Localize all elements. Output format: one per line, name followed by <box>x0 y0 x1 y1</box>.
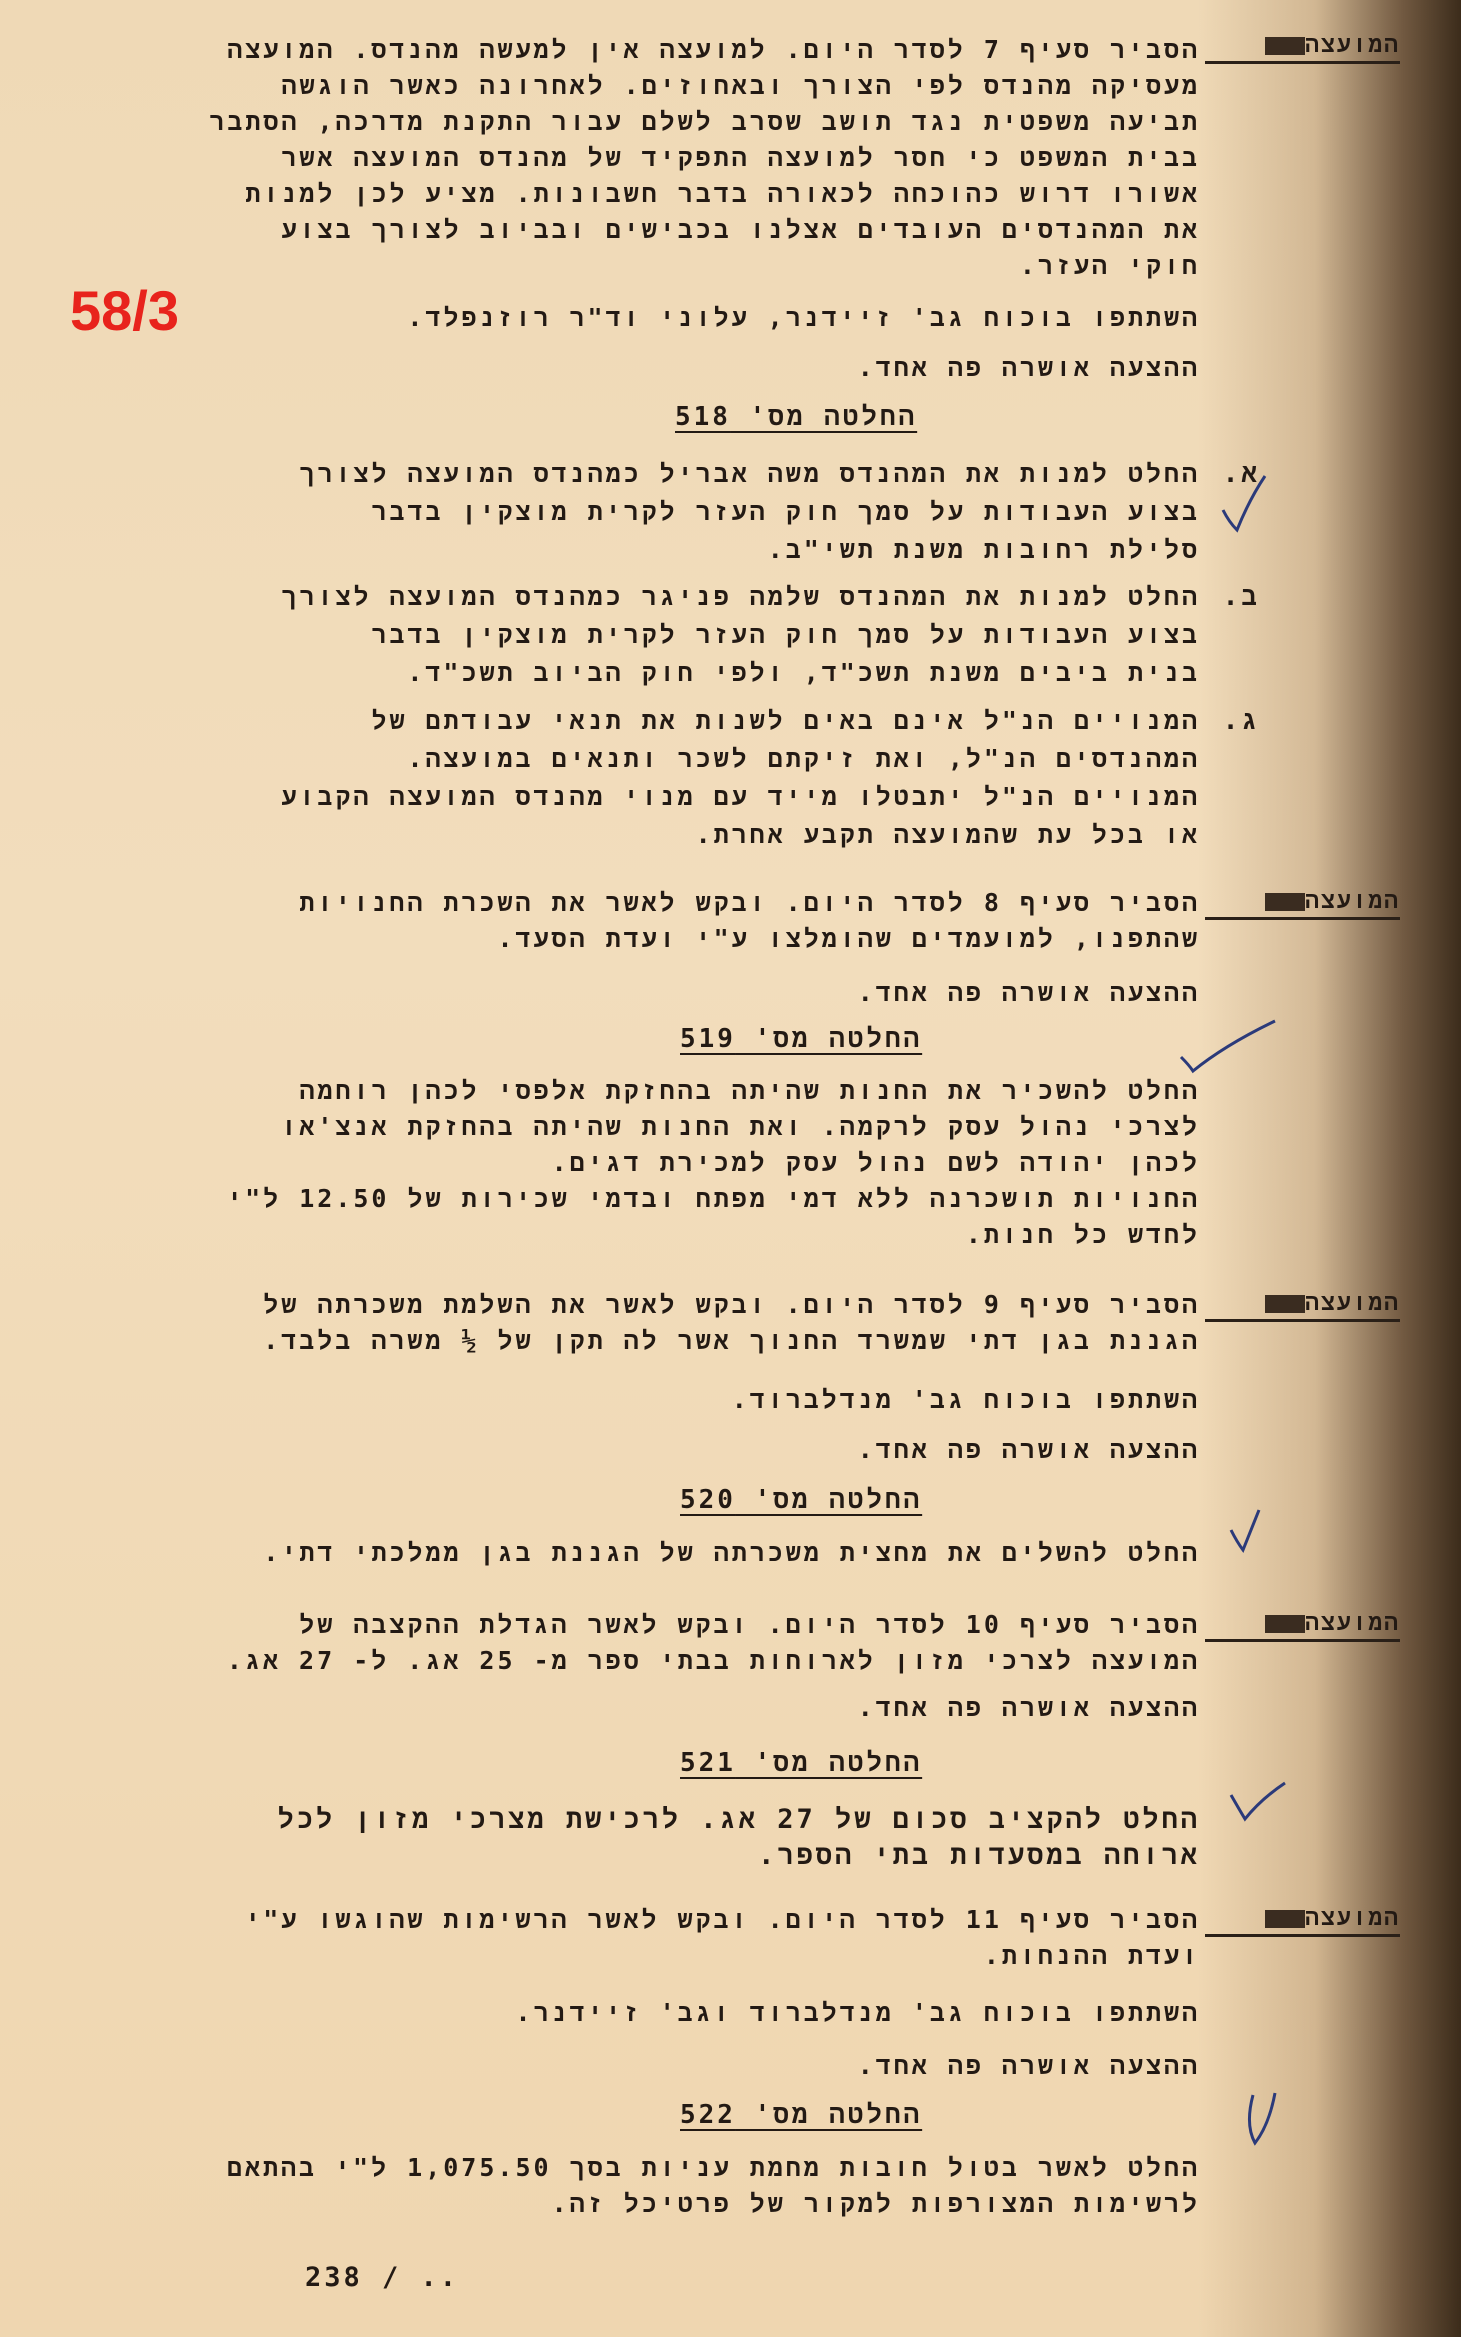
resolution-line: לכהן יהודה לשם נהול עסק למכירת דגים. <box>551 1148 1200 1177</box>
ink-smudge <box>1265 1295 1305 1313</box>
resolution-line: ארוחה במסעדות בתי הספר. <box>758 1840 1200 1871</box>
item-line: בצוע העבודות על סמך חוק העזר לקרית מוצקין בדבר <box>371 497 1200 526</box>
resolution522-body <box>120 2150 1200 2222</box>
resolution-line: לרשימות המצורפות למקור של פרטיכל זה. <box>551 2189 1200 2218</box>
section10-line: הסביר סעיף 10 לסדר היום. ובקש לאשר הגדלת ההקצבה של <box>299 1610 1200 1639</box>
section8-approved <box>120 975 1200 1011</box>
section9-participants <box>120 1382 1200 1418</box>
ink-smudge <box>1265 1615 1305 1633</box>
resolution-line: החנויות תושכרנה ללא דמי מפתח ובדמי שכירות של 12.50 ל"י <box>227 1184 1200 1213</box>
item-line: או בכל עת שהמועצה תקבע אחרת. <box>695 820 1200 849</box>
approved-text: ההצעה אושרה פה אחד. <box>857 978 1200 1007</box>
resolution-521-heading: החלטה מס' 521 <box>680 1748 923 1778</box>
margin-label-section10 <box>1205 1610 1400 1642</box>
section11-approved <box>120 2048 1200 2084</box>
resolution-line: החלט להשלים את מחצית משכרתה של הגננת בגן ממלכתי דתי. <box>263 1538 1200 1567</box>
resolution518-item-a <box>120 455 1260 569</box>
section9-line: הסביר סעיף 9 לסדר היום. ובקש לאשר את השלמת משכרתה של <box>263 1290 1200 1319</box>
ink-smudge <box>1265 37 1305 55</box>
participants-text: השתתפו בוכוח גב' מנדלברוד וגב' זיידנר. <box>515 1998 1200 2027</box>
approved-text: ההצעה אושרה פה אחד. <box>857 1435 1200 1464</box>
ink-smudge <box>1265 1910 1305 1928</box>
page-stamp: 58/3 <box>70 279 179 342</box>
item-line: המנויים הנ"ל אינם באים לשנות את תנאי עבודתם של <box>371 706 1200 735</box>
item-letter: ג. <box>1222 706 1260 736</box>
section7-line: חוקי העזר. <box>1019 251 1200 280</box>
resolution-519-heading: החלטה מס' 519 <box>680 1024 923 1054</box>
margin-label-text: המועצה <box>1305 1610 1400 1636</box>
margin-label-text: המועצה <box>1305 32 1400 58</box>
resolution521-body <box>120 1802 1200 1874</box>
resolution-520-heading: החלטה מס' 520 <box>680 1485 923 1515</box>
approved-text: ההצעה אושרה פה אחד. <box>857 2051 1200 2080</box>
resolution-line: החלט להקציב סכום של 27 אג. לרכישת מצרכי מזון לכל <box>277 1804 1200 1835</box>
resolution-518-heading: החלטה מס' 518 <box>675 402 918 432</box>
item-letter: א. <box>1222 459 1260 489</box>
resolution-line: לצרכי נהול עסק לרקמה. ואת החנות שהיתה בהחזקת אנצ'או <box>281 1112 1200 1141</box>
resolution518-item-b <box>120 578 1260 692</box>
margin-label-section9 <box>1205 1290 1400 1322</box>
section10-approved <box>120 1690 1200 1726</box>
approved-text: ההצעה אושרה פה אחד. <box>857 1693 1200 1722</box>
participants-text: השתתפו בוכוח גב' זיידנר, עלוני וד"ר רוזנפלד. <box>407 303 1200 332</box>
section7-line: מעסיקה מהנדס לפי הצורך ובאחוזים. לאחרונה כאשר הוגשה <box>281 71 1200 100</box>
item-line: החלט למנות את המהנדס משה אבריל כמהנדס המועצה לצורך <box>299 459 1200 488</box>
section7-line: אשורו דרוש כהוכחה לכאורה בדבר חשבונות. מציע לכן למנות <box>245 179 1200 208</box>
check-mark-icon <box>1175 1015 1285 1075</box>
resolution-line: החלט להשכיר את החנות שהיתה בהחזקת אלפסי לכהן רוחמה <box>299 1076 1200 1105</box>
resolution-line: לחדש כל חנות. <box>965 1220 1200 1249</box>
section7-line: את המהנדסים העובדים אצלנו בכבישים ובביוב לצורך בצוע <box>281 215 1200 244</box>
resolution-line: החלט לאשר בטול חובות מחמת עניות בסך 1,075.50 ל"י בהתאם <box>226 2153 1200 2182</box>
section7-approved <box>120 350 1200 386</box>
resolution-522-heading: החלטה מס' 522 <box>680 2100 923 2130</box>
section9-approved <box>120 1432 1200 1468</box>
item-letter: ב. <box>1222 582 1260 612</box>
item-line: בצוע העבודות על סמך חוק העזר לקרית מוצקין בדבר <box>371 620 1200 649</box>
section7-line: תביעה משפטית נגד תושב שסרב לשלם עבור התקנת מדרכה, הסתבר <box>209 107 1200 136</box>
section11-line: הסביר סעיף 11 לסדר היום. ובקש לאשר הרשימות שהוגשו ע"י <box>245 1905 1200 1934</box>
resolution518-item-c <box>120 702 1260 854</box>
check-mark-icon <box>1235 2085 1285 2155</box>
margin-label-section11 <box>1205 1905 1400 1937</box>
section8-line: שהתפנו, למועמדים שהומלצו ע"י ועדת הסעד. <box>497 924 1200 953</box>
resolution520-body <box>120 1535 1200 1571</box>
item-line: סלילת רחובות משנת תשי"ב. <box>767 535 1200 564</box>
approved-text: ההצעה אושרה פה אחד. <box>857 353 1200 382</box>
item-line: החלט למנות את המהנדס שלמה פניגר כמהנדס המועצה לצורך <box>281 582 1200 611</box>
section11-line: ועדת ההנחות. <box>983 1941 1200 1970</box>
resolution519-body <box>120 1073 1200 1253</box>
section9-line: הגננת בגן דתי שמשרד החנוך אשר לה תקן של ½ משרה בלבד. <box>263 1326 1200 1355</box>
check-mark-icon <box>1225 1775 1295 1830</box>
ink-smudge <box>1265 893 1305 911</box>
margin-label-text: המועצה <box>1305 888 1400 914</box>
check-mark-icon <box>1215 470 1275 540</box>
section11-participants <box>120 1995 1200 2031</box>
section9-body <box>100 1287 1200 1359</box>
section10-body <box>100 1607 1200 1679</box>
participants-text: השתתפו בוכוח גב' מנדלברוד. <box>731 1385 1200 1414</box>
section10-line: המועצה לצרכי מזון לארוחות בבתי ספר מ- 25 אג. ל- 27 אג. <box>226 1646 1200 1675</box>
section7-body <box>120 32 1200 284</box>
section8-line: הסביר סעיף 8 לסדר היום. ובקש לאשר את השכרת החנויות <box>299 888 1200 917</box>
margin-label-text: המועצה <box>1305 1290 1400 1316</box>
item-line: המנויים הנ"ל יתבטלו מייד עם מנוי מהנדס המועצה הקבוע <box>281 782 1200 811</box>
section11-body <box>120 1902 1200 1974</box>
margin-label-text: המועצה <box>1305 1905 1400 1931</box>
page-number: 238 / .. <box>305 2262 460 2293</box>
section7-participants <box>120 300 1200 336</box>
item-line: בנית ביבים משנת תשכ"ד, ולפי חוק הביוב תשכ"ד. <box>407 658 1200 687</box>
section8-body <box>120 885 1200 957</box>
section7-line: בבית המשפט כי חסר למועצה התפקיד של מהנדס המועצה אשר <box>281 143 1200 172</box>
item-line: המהנדסים הנ"ל, ואת זיקתם לשכר ותנאים במועצה. <box>407 744 1200 773</box>
section7-line: הסביר סעיף 7 לסדר היום. למועצה אין למעשה מהנדס. המועצה <box>227 35 1200 64</box>
check-mark-icon <box>1225 1500 1275 1560</box>
margin-label-section8 <box>1205 888 1400 920</box>
margin-label-section7 <box>1205 32 1400 64</box>
